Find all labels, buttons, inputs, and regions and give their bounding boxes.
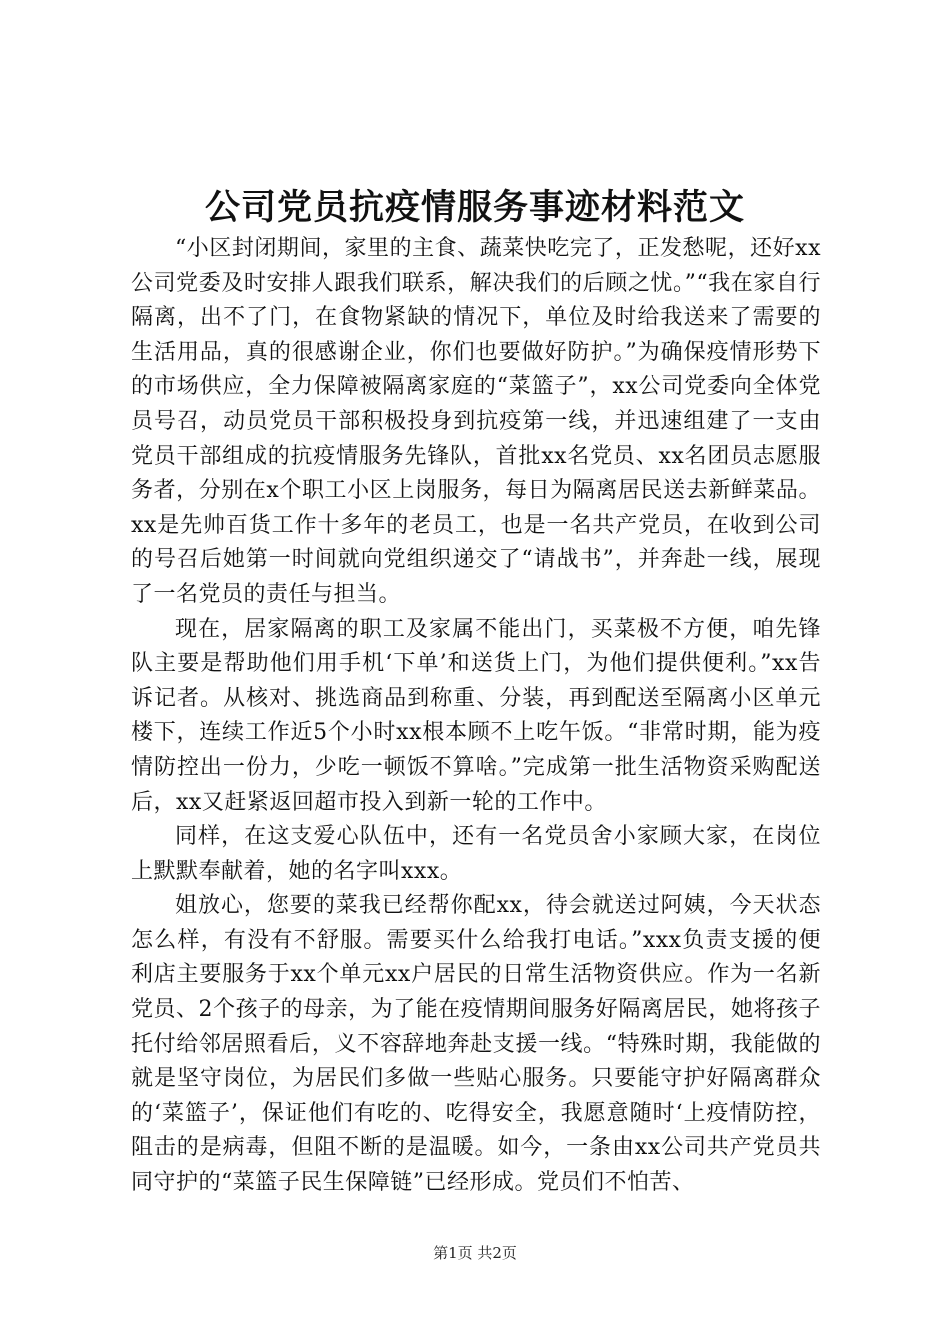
paragraph-3: 同样，在这支爱心队伍中，还有一名党员舍小家顾大家，在岗位上默默奉献着，她的名字叫xxx。 bbox=[131, 824, 821, 884]
document-title: 公司党员抗疫情服务事迹材料范文 bbox=[204, 188, 745, 228]
document-body bbox=[131, 232, 821, 1201]
paragraph-1: “小区封闭期间，家里的主食、蔬菜快吃完了，正发愁呢，还好xx公司党委及时安排人跟我们联系，解决我们的后顾之忧。”“我在家自行隔离，出不了门，在食物紧缺的情况下，单位及时给我送来了需要的生活用品，真的很感谢企业，你们也要做好防护。”为确保疫情形势下的市场供应，全力保障被隔离家庭的“菜篮子”，xx公司党委向全体党员号召，动员党员干部积极投身到抗疫第一线，并迅速组建了一支由党员干部组成的抗疫情服务先锋队，首批xx名党员、xx名团员志愿服务者，分别在x个职工小区上岗服务，每日为隔离居民送去新鲜菜品。xx是先帅百货工作十多年的老员工，也是一名共产党员，在收到公司的号召后她第一时间就向党组织递交了“请战书”，并奔赴一线，展现了一名党员的责任与担当。 bbox=[131, 236, 821, 607]
paragraph-2: 现在，居家隔离的职工及家属不能出门，买菜极不方便，咱先锋队主要是帮助他们用手机‘下单’和送货上门，为他们提供便利。”xx告诉记者。从核对、挑选商品到称重、分装，再到配送至隔离小区单元楼下，连续工作近5个小时xx根本顾不上吃午饭。“非常时期，能为疫情防控出一份力，少吃一顿饭不算啥。”完成第一批生活物资采购配送后，xx又赶紧返回超市投入到新一轮的工作中。 bbox=[131, 616, 821, 815]
paragraph-4: 姐放心，您要的菜我已经帮你配xx，待会就送过阿姨，今天状态怎么样，有没有不舒服。需要买什么给我打电话。”xxx负责支援的便利店主要服务于xx个单元xx户居民的日常生活物资供应。作为一名新党员、2个孩子的母亲，为了能在疫情期间服务好隔离居民，她将孩子托付给邻居照看后，义不容辞地奔赴支援一线。“特殊时期，我能做的就是坚守岗位，为居民们多做一些贴心服务。只要能守护好隔离群众的‘菜篮子’，保证他们有吃的、吃得安全，我愿意随时‘上疫情防控，阻击的是病毒，但阻不断的是温暖。如今，一条由xx公司共产党员共同守护的“菜篮子民生保障链”已经形成。党员们不怕苦、 bbox=[131, 893, 821, 1196]
page-footer: 第1页 共2页 bbox=[433, 1244, 517, 1262]
